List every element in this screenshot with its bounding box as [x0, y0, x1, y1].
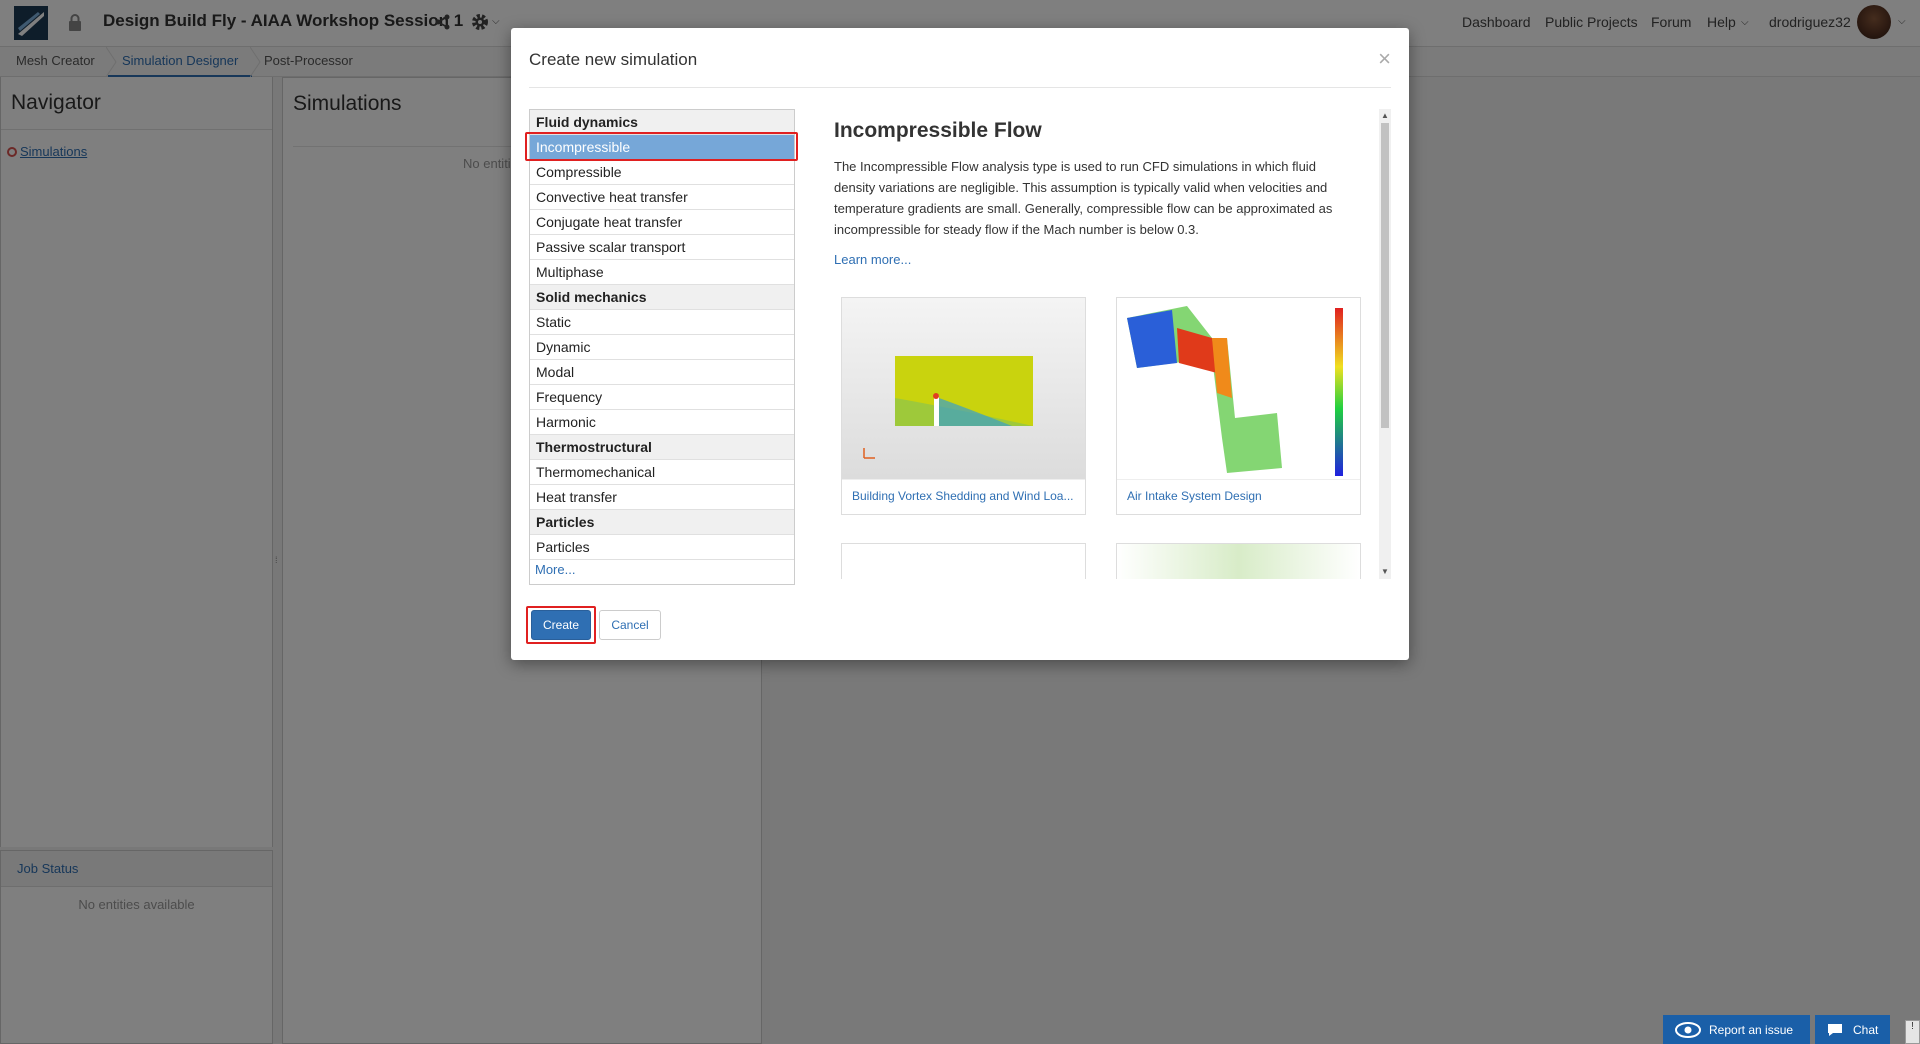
more-link[interactable]: More... [535, 562, 576, 577]
list-item[interactable]: Incompressible [530, 135, 794, 160]
list-group-header: Thermostructural [530, 435, 794, 460]
example-card[interactable] [1116, 543, 1361, 579]
list-group-header: Particles [530, 510, 794, 535]
report-issue-label: Report an issue [1709, 1022, 1794, 1037]
edge-toggle-button[interactable]: ! [1905, 1020, 1920, 1044]
create-button[interactable]: Create [531, 610, 591, 640]
selection-highlight-box [525, 132, 798, 161]
example-card[interactable] [841, 543, 1086, 579]
detail-description: The Incompressible Flow analysis type is used to run CFD simulations in which fluid density variations are negligible. This assumption is typically valid when velocities and temperature gradients are small. Generally, compressible flow can be approximated as incompressible for steady flow if the Mach number is below 0.3. [834, 159, 1333, 237]
list-item[interactable]: Particles [530, 535, 794, 560]
create-simulation-dialog [511, 28, 1409, 660]
chat-bubble-icon [1827, 1023, 1843, 1037]
list-item[interactable]: Heat transfer [530, 485, 794, 510]
list-item[interactable]: Conjugate heat transfer [530, 210, 794, 235]
scroll-up-icon[interactable]: ▲ [1381, 111, 1389, 120]
divider [529, 87, 1391, 88]
list-item[interactable]: Harmonic [530, 410, 794, 435]
list-group-header: Solid mechanics [530, 285, 794, 310]
list-item[interactable]: Dynamic [530, 335, 794, 360]
list-item[interactable]: Passive scalar transport [530, 235, 794, 260]
create-highlight-box [526, 606, 596, 644]
close-icon[interactable]: × [1378, 46, 1391, 71]
example-thumbnail [1117, 298, 1360, 480]
scrollbar-thumb[interactable] [1381, 123, 1389, 428]
list-item[interactable]: Static [530, 310, 794, 335]
list-item[interactable]: Multiphase [530, 260, 794, 285]
example-thumbnail [842, 298, 1085, 480]
example-card[interactable] [1116, 297, 1361, 515]
chat-label: Chat [1853, 1022, 1879, 1037]
detail-heading: Incompressible Flow [834, 119, 1042, 142]
eye-icon [1675, 1022, 1701, 1038]
scroll-down-icon[interactable]: ▼ [1381, 567, 1389, 576]
chat-button[interactable] [1815, 1015, 1890, 1044]
example-card[interactable] [841, 297, 1086, 515]
example-title: Building Vortex Shedding and Wind Loa... [852, 489, 1074, 503]
dialog-title: Create new simulation [529, 50, 698, 69]
detail-scrollbar[interactable] [1379, 109, 1391, 579]
learn-more-link[interactable]: Learn more... [834, 252, 912, 267]
list-item[interactable]: Modal [530, 360, 794, 385]
example-title: Air Intake System Design [1127, 489, 1262, 503]
analysis-type-list [529, 109, 795, 585]
analysis-detail [811, 109, 1391, 579]
list-item[interactable]: Compressible [530, 160, 794, 185]
cancel-button[interactable]: Cancel [599, 610, 661, 640]
list-item[interactable]: Frequency [530, 385, 794, 410]
list-group-header: Fluid dynamics [530, 110, 794, 135]
report-issue-button[interactable] [1663, 1015, 1810, 1044]
list-item[interactable]: Thermomechanical [530, 460, 794, 485]
list-item[interactable]: Convective heat transfer [530, 185, 794, 210]
